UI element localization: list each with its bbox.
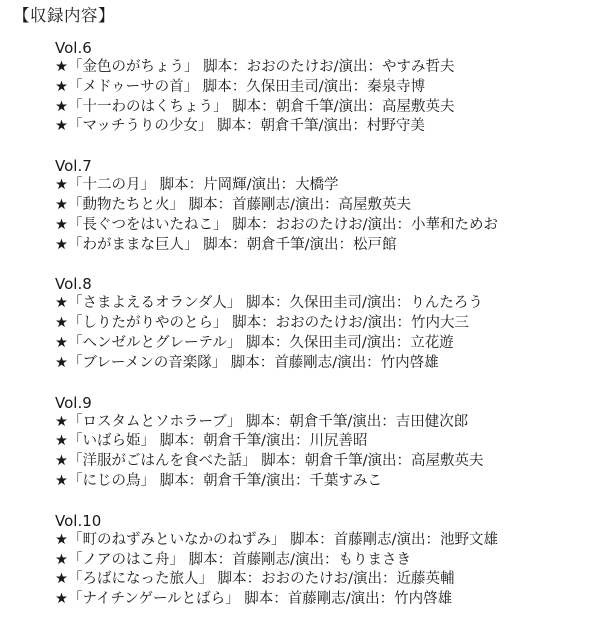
volume-label: Vol.8 [55, 275, 92, 294]
episode-entry: ★「わがままな巨人」 脚本：朝倉千筆/演出：松戸館 [55, 236, 397, 253]
episode-entry: ★「町のねずみといなかのねずみ」 脚本：首藤剛志/演出：池野文雄 [55, 531, 498, 548]
episode-entry: ★「十二の月」 脚本：片岡輝/演出：大橋学 [55, 177, 339, 194]
page-title: 【収録内容】 [13, 6, 115, 25]
volume-label: Vol.7 [55, 157, 92, 176]
volume-section [55, 39, 595, 137]
episode-entry: ★「メドゥーサの首」 脚本：久保田圭司/演出：秦泉寺博 [55, 78, 426, 95]
episode-entry: ★「ナイチンゲールとばら」 脚本：首藤剛志/演出：竹内啓雄 [55, 591, 453, 608]
episode-entry: ★「ロスタムとソホラーブ」 脚本：朝倉千筆/演出：吉田健次郎 [55, 413, 469, 430]
episode-entry: ★「ヘンゼルとグレーテル」 脚本：久保田圭司/演出：立花遊 [55, 334, 454, 351]
episode-entry: ★「動物たちと火」 脚本：首藤剛志/演出：高屋敷英夫 [55, 196, 411, 213]
episode-entry: ★「さまよえるオランダ人」 脚本：久保田圭司/演出：りんたろう [55, 295, 483, 312]
volume-section [55, 394, 595, 492]
episode-entry: ★「ノアのはこ舟」 脚本：首藤剛志/演出：もりまさき [55, 551, 411, 568]
volume-section [55, 157, 595, 255]
volume-label: Vol.9 [55, 393, 92, 412]
episode-entry: ★「にじの鳥」 脚本：朝倉千筆/演出：千葉すみこ [55, 472, 382, 489]
volume-section [55, 275, 595, 373]
episode-entry: ★「しりたがりやのとら」 脚本：おおのたけお/演出：竹内大三 [55, 315, 469, 332]
episode-entry: ★「マッチうりの少女」 脚本：朝倉千筆/演出：村野守美 [55, 118, 425, 135]
volume-label: Vol.6 [55, 39, 92, 57]
episode-entry: ★「ろばになった旅人」 脚本：おおのたけお/演出：近藤英輔 [55, 571, 455, 588]
episode-entry: ★「十一わのはくちょう」 脚本：朝倉千筆/演出：高屋敷英夫 [55, 98, 455, 115]
episode-entry: ★「長ぐつをはいたねこ」 脚本：おおのたけお/演出：小華和ためお [55, 216, 498, 233]
episode-entry: ★「いばら姫」 脚本：朝倉千筆/演出：川尻善昭 [55, 433, 368, 450]
episode-entry: ★「ブレーメンの音楽隊」 脚本：首藤剛志/演出：竹内啓雄 [55, 354, 439, 371]
episode-entry: ★「金色のがちょう」 脚本：おおのたけお/演出：やすみ哲夫 [55, 59, 455, 75]
volume-section [55, 512, 595, 610]
volume-list [55, 39, 595, 630]
episode-entry: ★「洋服がごはんを食べた話」 脚本：朝倉千筆/演出：高屋敷英夫 [55, 453, 484, 470]
volume-label: Vol.10 [55, 511, 102, 530]
